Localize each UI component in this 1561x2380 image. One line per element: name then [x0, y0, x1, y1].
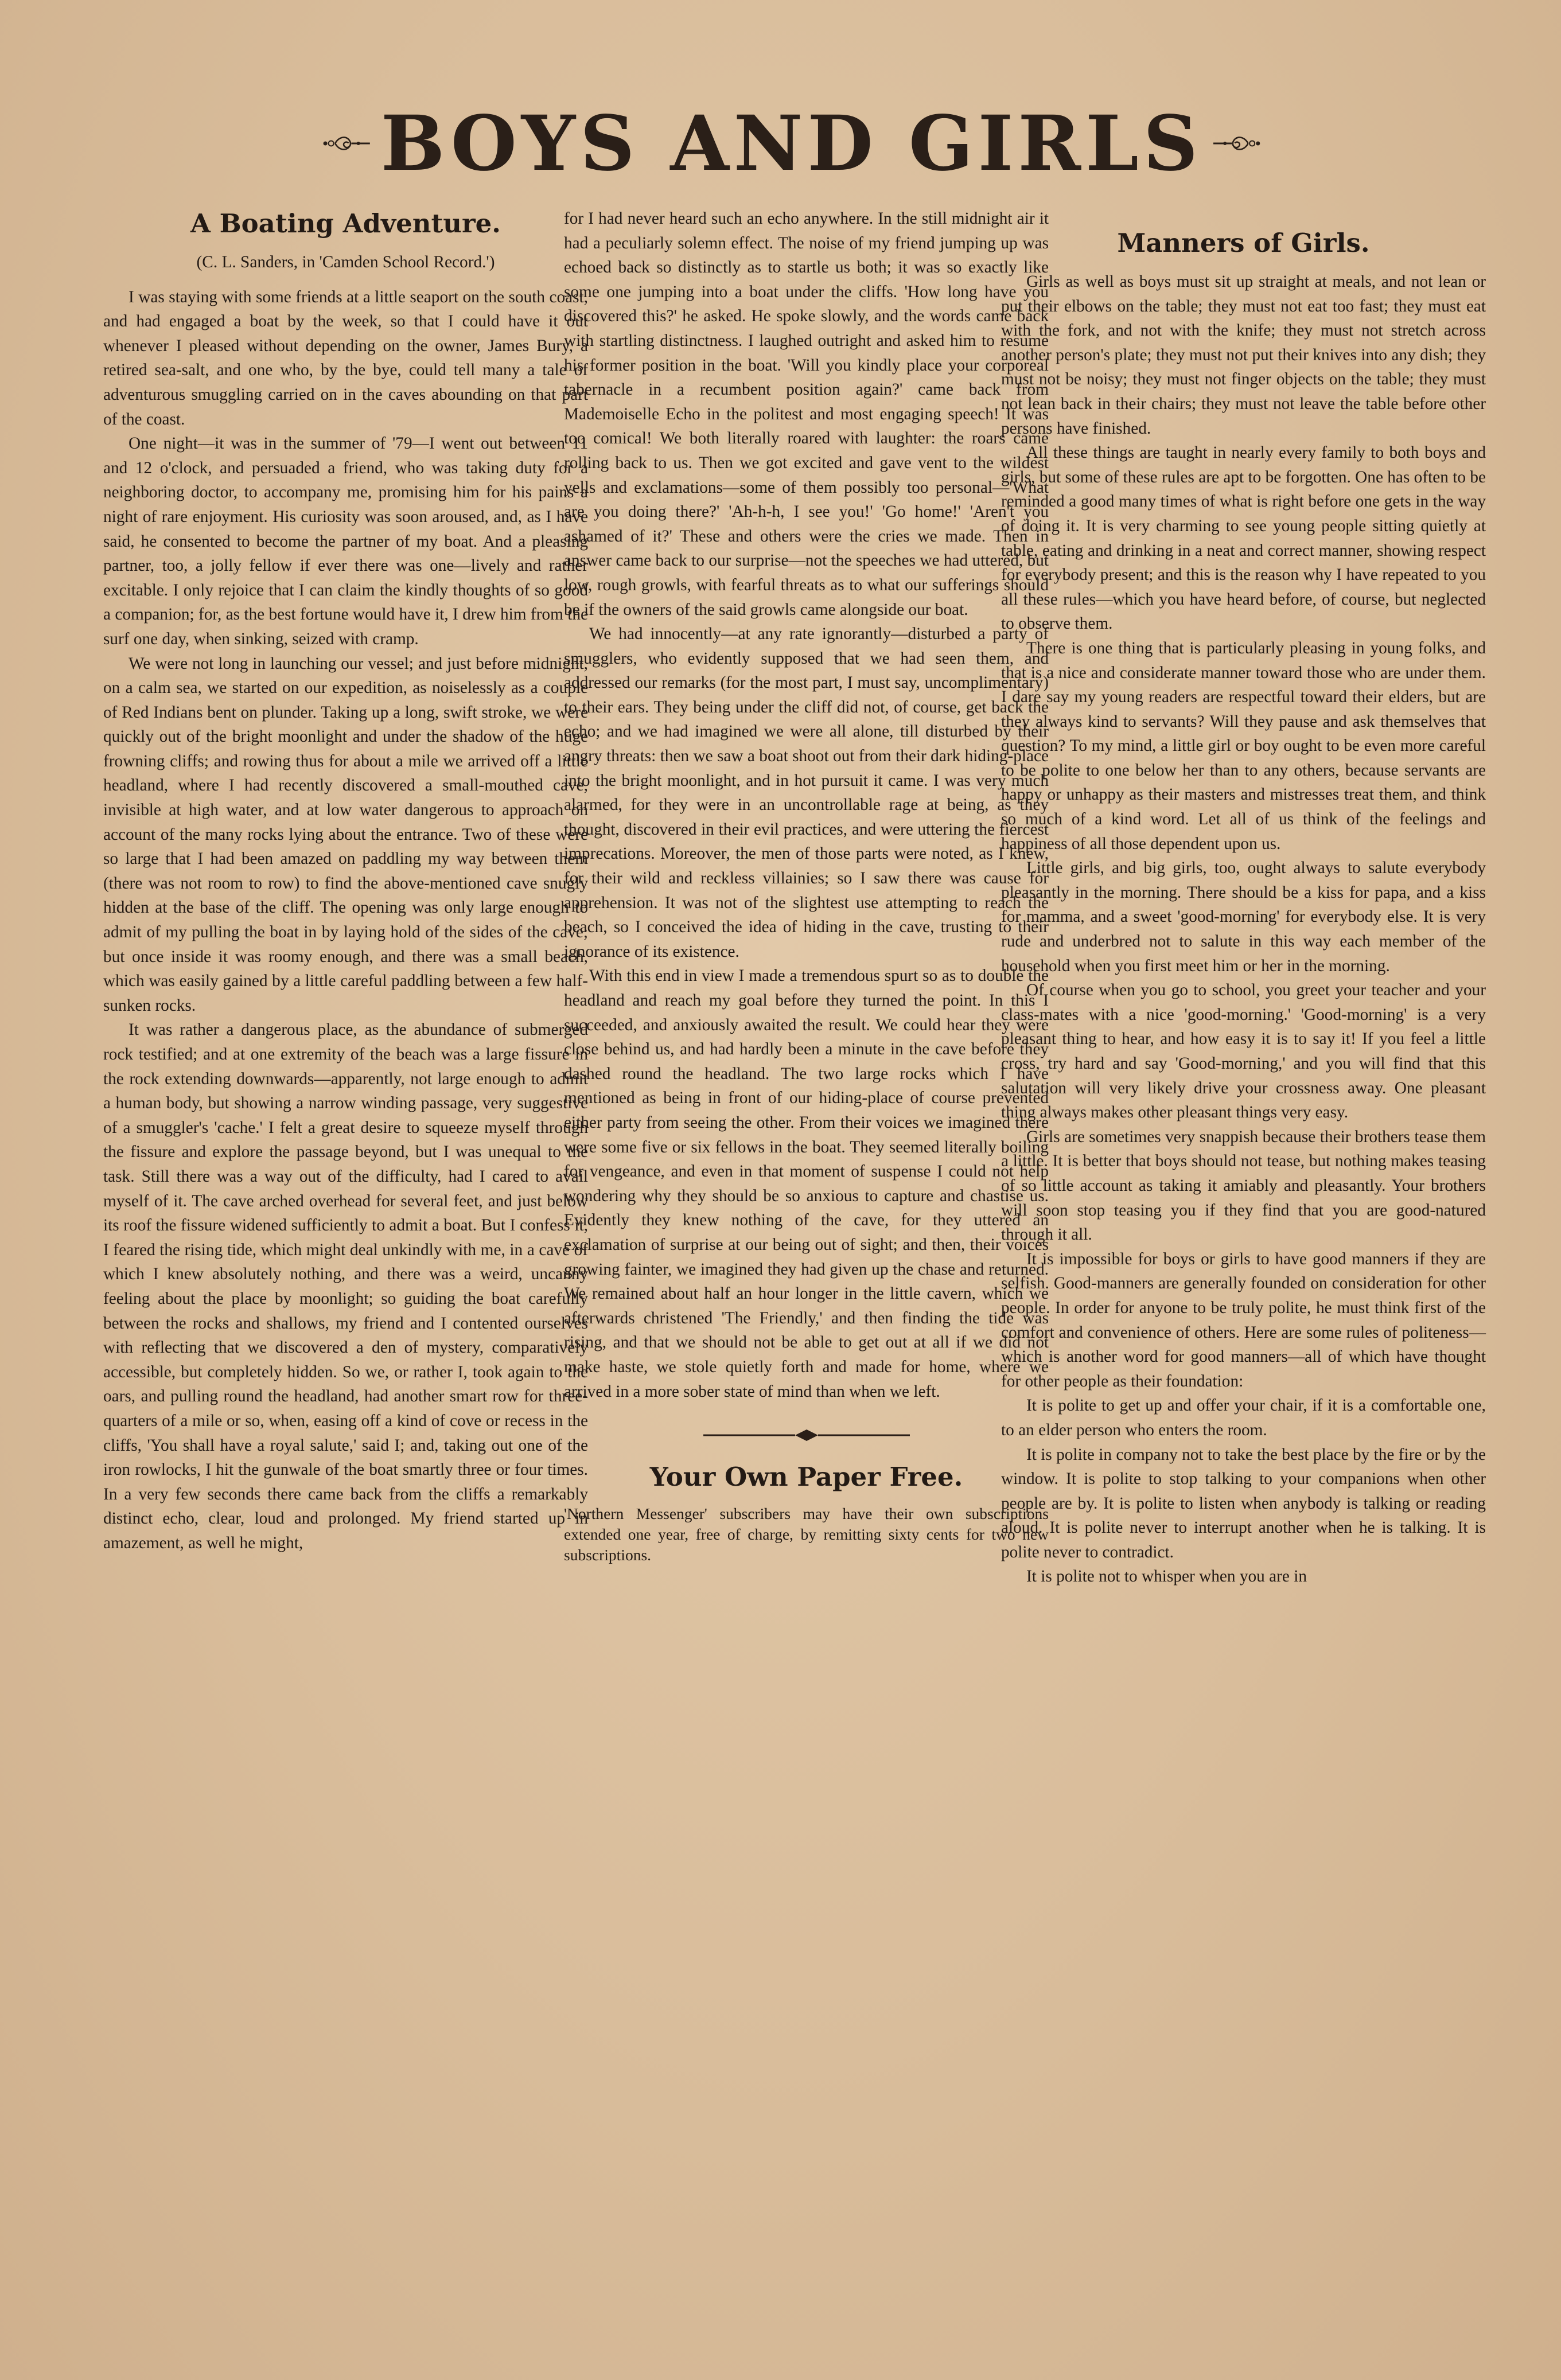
article-paragraph: There is one thing that is particularly pleasing in young folks, and that is a nice and considerate manner toward those who are under them. I dare say my young readers are respectful toward their elders, but are they always kind to servants? Will they pause and ask themselves that question? To my mind, a little girl or boy ought to be even more careful to be polite to one below her than to any others, because servants are happy or unhappy as their masters and mistresses treat them, and think so much of a kind word. Let all of us think of the feelings and happiness of all those dependent upon us.	[1001, 638, 1486, 853]
article-paragraph: It is polite to get up and offer your chair, if it is a comfortable one, to an elder person who enters the room.	[1001, 1396, 1486, 1439]
article-paragraph: One night—it was in the summer of '79—I went out between 11 and 12 o'clock, and persuaded a friend, who was taking duty for a neighboring doctor, to accompany me, promising him for his pains a night of rare enjoyment. His curiosity was soon aroused, and, as I have said, he consented to become the partner of my boat. And a pleasing partner, too, a jolly fellow if ever there was one—lively and rather excitable. I only rejoice that I can claim the kindly thoughts of so good a companion; for, as the best fortune would have it, I drew him from the surf one day, when sinking, seized with cramp.	[103, 434, 588, 648]
masthead-title: BOYS AND GIRLS	[380, 99, 1203, 188]
article-paragraph: Girls as well as boys must sit up straight at meals, and not lean or put their elbows on the table; they must not eat too fast; they must eat with the fork, and not with the knife; they must not stretch across another person's plate; they must not put their knives into any dish; they must not be noisy; they must not finger objects on the table; they must not lean back in their chairs; they must not leave the table before other persons have finished.	[1001, 272, 1486, 438]
article-paragraph: It is impossible for boys or girls to have good manners if they are selfish. Good-manners are generally founded on consideration for other people. In order for anyone to be truly polite, he must think first of the comfort and convenience of others. Here are some rules of politeness—which is another word for good manners—all of which have thought for other people as their foundation:	[1001, 1249, 1486, 1390]
column-1	[103, 207, 588, 1555]
article-title-boating: A Boating Adventure.	[190, 208, 501, 239]
notice-text: 'Northern Messenger' subscribers may have their own subscriptions extended one year, free of charge, by remitting sixty cents for two new subscriptions.	[564, 1505, 1049, 1564]
article-byline: (C. L. Sanders, in 'Camden School Record.')	[196, 253, 495, 271]
article-paragraph: With this end in view I made a tremendous spurt so as to double the headland and reach my goal before they turned the point. In this I succeeded, and anxiously awaited the result. We could hear they were close behind us, and had hardly been a minute in the cave before they dashed round the headland. The two large rocks which I have mentioned as being in front of our hiding-place of course prevented either party from seeing the other. From their voices we imagined there were some five or six fellows in the boat. They seemed literally boiling for vengeance, and even in that moment of suspense I could not help wondering why they should be so anxious to capture and chastise us. Evidently they knew nothing of the cave, for they uttered an exclamation of surprise at our being out of sight; and then, their voices growing fainter, we imagined they had given up the chase and returned. We remained about half an hour longer in the little cavern, which we afterwards christened 'The Friendly,' and then finding the tide was rising, and that we should not be able to get out at all if we did not make haste, we stole quietly forth and made for home, where we arrived in a more sober state of mind than when we left.	[564, 967, 1049, 1401]
article-paragraph: It was rather a dangerous place, as the abundance of submerged rock testified; and at one extremity of the beach was a large fissure in the rock extending downwards—apparently, not large enough to admit a human body, but showing a narrow winding passage, very suggestive of a smuggler's 'cache.' I felt a great desire to squeeze myself through the fissure and explore the passage beyond, but I was unequal to the task. Still there was a way out of the difficulty, had I cared to avail myself of it. The cave arched overhead for several feet, and just below its roof the fissure widened sufficiently to admit a boat. But I confess it, I feared the rising tide, which might deal unkindly with me, in a cave of which I knew absolutely nothing, and there was a weird, uncanny feeling about the place by moonlight; so guiding the boat carefully between the rocks and shallows, my friend and I contented ourselves with reflecting that we discovered a den of mystery, comparatively accessible, but completely hidden. So we, or rather I, took again to the oars, and pulling round the headland, had another smart row for three-quarters of a mile or so, when, easing off a kind of cove or recess in the cliffs, 'You shall have a royal salute,' said I; and, taking out one of the iron rowlocks, I hit the gunwale of the boat smartly three or four times. In a very few seconds there came back from the cliffs a remarkably distinct echo, clear, loud and prolonged. My friend started up in amazement, as well he might,	[103, 1020, 588, 1552]
masthead	[321, 98, 1262, 189]
article-paragraph: We had innocently—at any rate ignorantly—disturbed a party of smugglers, who evidently supposed that we had seen them, and addressed our remarks (for the most part, I must say, uncomplimentary) to their ears. They being under the cliff did not, of course, get back the echo; and we had imagined we were all alone, till disturbed by their angry threats: then we saw a boat shoot out from their dark hiding-place into the bright moonlight, and in hot pursuit it came. I was very much alarmed, for they were in an uncontrollable rage at being, as they thought, discovered in their evil practices, and were uttering the fiercest imprecations. Moreover, the men of those parts were noted, as I knew, for their wild and reckless villainies; so I saw there was cause for apprehension. It was not of the slightest use attempting to reach the beach, so I conceived the idea of hiding in the cave, trusting to their ignorance of its existence.	[564, 625, 1049, 961]
column-3	[1001, 207, 1486, 1589]
article-paragraph: It is polite in company not to take the best place by the fire or by the window. It is polite to stop talking to your companions when other people are by. It is polite to listen when anybody is talking or reading aloud. It is polite never to interrupt another when he is talking. It is polite never to contradict.	[1001, 1445, 1486, 1561]
article-paragraph: I was staying with some friends at a little seaport on the south coast, and had engaged a boat by the week, so that I could have it out whenever I pleased without depending on the owner, James Bury, a retired sea-salt, and one who, by the bye, could tell many a tale of adventurous smuggling carried on in the caves abounding on that part of the coast.	[103, 287, 588, 429]
article-paragraph: All these things are taught in nearly every family to both boys and girls, but some of these rules are apt to be forgotten. One has often to be reminded a good many times of what is right before one gets in the way of doing it. It is very charming to see young people sitting quietly at table, eating and drinking in a neat and correct manner, showing respect for everybody present; and this is the reason why I have repeated to you all these rules—which you have heard before, of course, but neglected to observe them.	[1001, 443, 1486, 633]
article-paragraph: It is polite not to whisper when you are in	[1026, 1567, 1307, 1586]
article-paragraph: Of course when you go to school, you greet your teacher and your class-mates with a nice 'good-morning.' 'Good-morning' is a very pleasant thing to hear, and how easy it is to say it! If you feel a little cross, try hard and say 'Good-morning,' and you will find that this salutation will very likely drive your crossness away. One pleasant thing always makes other pleasant things very easy.	[1001, 981, 1486, 1122]
scroll-ornament-right-icon	[1213, 123, 1262, 163]
article-paragraph: Girls are sometimes very snappish because their brothers tease them a little. It is better that boys should not tease, but nothing makes teasing of so little account as taking it amiably and pleasantly. Your brothers will soon stop teasing you if they find that you are good-natured through it all.	[1001, 1127, 1486, 1244]
article-paragraph: We were not long in launching our vessel; and just before midnight, on a calm sea, we started on our expedition, as noiselessly as a couple of Red Indians bent on plunder. Taking up a long, swift stroke, we were quickly out of the bright moonlight and under the shadow of the huge frowning cliffs; and rowing thus for about a mile we arrived off a little headland, where I had recently discovered a small-mouthed cave, invisible at high water, and at low water dangerous to approach on account of the many rocks lying about the entrance. Two of these were so large that I had been amazed on paddling my way between them (there was not room to row) to find the above-mentioned cave snugly hidden at the base of the cliff. The opening was only large enough to admit of my pulling the boat in by laying hold of the sides of the cave; but once inside it was roomy enough, and there was a small beach, which was easily gained by a little careful paddling between a few half-sunken rocks.	[103, 654, 588, 1015]
notice-block	[564, 1460, 1049, 1565]
rule-ornament-icon	[698, 1427, 916, 1444]
article-title-manners: Manners of Girls.	[1117, 228, 1370, 258]
article-paragraph: Little girls, and big girls, too, ought always to salute everybody pleasantly in the morning. There should be a kiss for papa, and a kiss for mamma, and a sweet 'good-morning' for everybody else. It is very rude and underbred not to salute in this way each member of the household when you first meet him or her in the morning.	[1001, 859, 1486, 975]
notice-title: Your Own Paper Free.	[649, 1462, 963, 1493]
scroll-ornament-left-icon	[321, 123, 371, 163]
column-2	[564, 207, 1049, 1565]
article-paragraph: for I had never heard such an echo anywhere. In the still midnight air it had a peculiarly solemn effect. The noise of my friend jumping up was echoed back so distinctly as to startle us both; it was so exactly like some one jumping into a boat under the cliffs. 'How long have you discovered this?' he asked. He spoke slowly, and the words came back with startling distinctness. I laughed outright and asked him to resume his former position in the boat. 'Will you kindly place your corporeal tabernacle in a recumbent position again?' came back from Mademoiselle Echo in the politest and most engaging speech! It was too comical! We both literally roared with laughter: the roars came rolling back to us. Then we got excited and gave vent to the wildest yells and exclamations—some of them possibly too personal—'What are you doing there?' 'Ah-h-h, I see you!' 'Go home!' 'Aren't you ashamed of it?' These and others were the cries we made. Then in answer came back to our surprise—not the speeches we had uttered, but low, rough growls, with fearful threats as to what our sufferings should be if the owners of the said growls came alongside our boat.	[564, 209, 1049, 619]
